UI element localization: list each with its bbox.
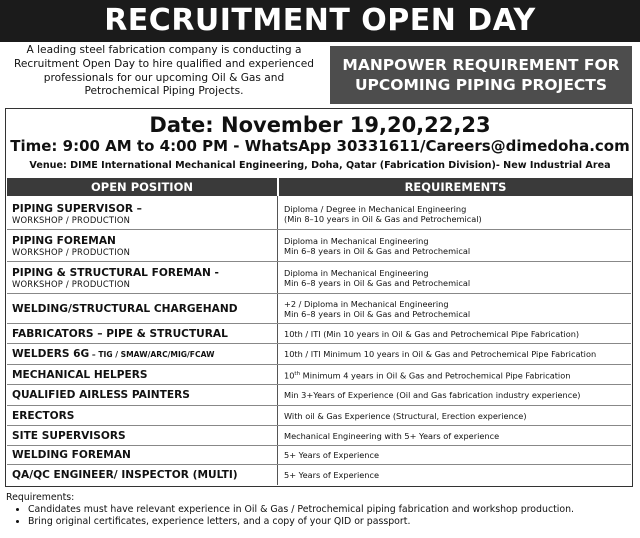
requirement-line — [284, 369, 628, 381]
requirement-cell — [284, 406, 628, 425]
position-cell — [12, 262, 276, 293]
requirement-line: (Min 8–10 years in Oil & Gas and Petrochemical) — [284, 213, 482, 224]
position-title-main: WELDERS 6G — [12, 347, 90, 360]
requirement-cell — [284, 465, 628, 485]
requirement-line: +2 / Diploma in Mechanical Engineering — [284, 298, 449, 309]
list-item: • Candidates must have relevant experience in Oil & Gas / Petrochemical piping fabrication and workshop production. — [28, 504, 634, 516]
requirement-cell — [284, 262, 628, 293]
requirement-cell — [284, 324, 628, 343]
position-title: PIPING & STRUCTURAL FOREMAN - — [12, 266, 219, 279]
position-title: SITE SUPERVISORS — [12, 429, 126, 442]
page-title: RECRUITMENT OPEN DAY — [0, 0, 640, 42]
position-title: WELDING FOREMAN — [12, 449, 131, 461]
position-cell — [12, 406, 276, 425]
position-title: FABRICATORS – PIPE & STRUCTURAL — [12, 327, 228, 340]
requirement-line: Diploma in Mechanical Engineering — [284, 267, 429, 278]
table-row — [7, 465, 631, 485]
position-subtitle: WORKSHOP / PRODUCTION — [12, 214, 131, 225]
position-title: QA/QC ENGINEER/ INSPECTOR (MULTI) — [12, 469, 238, 481]
column-header-requirements: REQUIREMENTS — [279, 178, 632, 196]
table-row — [7, 446, 631, 465]
position-cell — [12, 465, 276, 485]
requirement-line: Min 6–8 years in Oil & Gas and Petrochemical — [284, 308, 471, 319]
position-title — [12, 348, 276, 361]
position-title: MECHANICAL HELPERS — [12, 368, 148, 381]
requirement-line: Mechanical Engineering with 5+ Years of experience — [284, 430, 500, 441]
requirement-line: Diploma / Degree in Mechanical Engineering — [284, 203, 467, 214]
intro-paragraph: A leading steel fabrication company is conducting a Recruitment Open Day to hire qualified and experienced professionals for our upcoming Oil & Gas and Petrochemical Piping Projects. — [14, 44, 314, 98]
requirement-line: 10th / ITI Minimum 10 years in Oil & Gas and Petrochemical Pipe Fabrication — [284, 349, 597, 359]
position-cell — [12, 344, 276, 364]
position-title: WELDING/STRUCTURAL CHARGEHAND — [12, 302, 238, 315]
requirement-line: 5+ Years of Experience — [284, 450, 380, 460]
position-title: ERECTORS — [12, 409, 75, 422]
table-row — [7, 406, 631, 426]
requirement-cell — [284, 230, 628, 261]
position-cell — [12, 294, 276, 323]
requirement-cell — [284, 446, 628, 464]
requirement-line: Min 6–8 years in Oil & Gas and Petrochemical — [284, 277, 471, 288]
position-cell — [12, 324, 276, 343]
requirement-line: Min 3+Years of Experience (Oil and Gas fabrication industry experience) — [284, 390, 581, 400]
manpower-line-2: UPCOMING PIPING PROJECTS — [354, 76, 608, 94]
table-row — [7, 262, 631, 294]
manpower-banner — [330, 46, 632, 104]
footer-heading: Requirements: — [6, 492, 75, 503]
table-row — [7, 294, 631, 324]
requirement-cell — [284, 385, 628, 405]
requirement-cell — [284, 426, 628, 445]
column-header-position: OPEN POSITION — [7, 178, 277, 196]
requirement-cell — [284, 198, 628, 229]
event-date: Date: November 19,20,22,23 — [149, 113, 491, 137]
table-row — [7, 426, 631, 446]
table-row — [7, 230, 631, 262]
requirement-cell — [284, 344, 628, 364]
position-title: PIPING SUPERVISOR – — [12, 202, 142, 215]
requirement-line: Diploma in Mechanical Engineering — [284, 235, 429, 246]
requirement-detail: Minimum 4 years in Oil & Gas and Petrochemical Pipe Fabrication — [300, 370, 571, 381]
position-cell — [12, 365, 276, 384]
position-cell — [12, 230, 276, 261]
event-venue: Venue: DIME International Mechanical Engineering, Doha, Qatar (Fabrication Division)- New Industrial Area — [29, 160, 611, 171]
requirement-line: 10th / ITI (Min 10 years in Oil & Gas and Petrochemical Pipe Fabrication) — [284, 328, 580, 339]
table-row — [7, 198, 631, 230]
position-subtitle: WORKSHOP / PRODUCTION — [12, 278, 131, 289]
table-row — [7, 385, 631, 406]
list-item: • Bring original certificates, experience letters, and a copy of your QID or passport. — [28, 516, 634, 528]
position-cell — [12, 385, 276, 405]
position-title: QUALIFIED AIRLESS PAINTERS — [12, 389, 190, 401]
position-title-processes: – TIG / SMAW/ARC/MIG/FCAW — [89, 349, 215, 359]
position-cell — [12, 426, 276, 445]
requirement-grade: 10 — [284, 370, 295, 381]
requirement-line: 5+ Years of Experience — [284, 470, 380, 480]
position-subtitle: WORKSHOP / PRODUCTION — [12, 246, 131, 257]
requirement-cell — [284, 365, 628, 384]
position-cell — [12, 198, 276, 229]
requirement-grade-suffix: th — [294, 370, 301, 377]
requirement-line: Min 6–8 years in Oil & Gas and Petrochemical — [284, 245, 471, 256]
table-row — [7, 365, 631, 385]
event-time-contact: Time: 9:00 AM to 4:00 PM - WhatsApp 30331611/Careers@dimedoha.com — [10, 137, 630, 155]
footer-list — [6, 504, 634, 528]
manpower-line-1: MANPOWER REQUIREMENT FOR — [342, 56, 620, 74]
requirements-footer — [6, 492, 634, 528]
table-row — [7, 344, 631, 365]
table-row — [7, 324, 631, 344]
position-title: PIPING FOREMAN — [12, 234, 116, 247]
position-cell — [12, 446, 276, 464]
requirement-line: With oil & Gas Experience (Structural, Erection experience) — [284, 410, 527, 421]
requirement-cell — [284, 294, 628, 323]
